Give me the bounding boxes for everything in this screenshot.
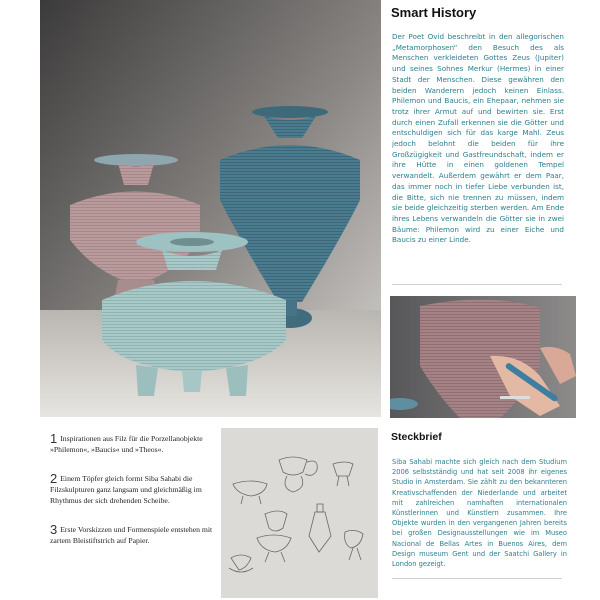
caption-number: 1	[50, 431, 58, 446]
felt-vessels-photo	[40, 0, 381, 417]
smart-history-heading: Smart History	[391, 5, 477, 20]
caption-2	[50, 473, 220, 506]
caption-3	[50, 524, 220, 546]
pencil-sketches-paper	[221, 428, 378, 598]
divider	[392, 284, 562, 285]
caption-text: Erste Vorskizzen und Formenspiele entstehen mit zartem Bleistiftstrich auf Papier.	[50, 525, 213, 545]
caption-number: 3	[50, 522, 58, 537]
spinning-felt-vessel-photo	[390, 296, 576, 418]
caption-text: Inspirationen aus Filz für die Porzellanobjekte »Philemon«, »Baucis« und »Theos«.	[50, 434, 203, 454]
caption-number: 2	[50, 471, 58, 486]
divider	[392, 578, 562, 579]
smart-history-body: Der Poet Ovid beschreibt in den allegorischen „Metamorphosen“ den Besuch des als Menschen verkleideten Gottes Zeus (Jupiter) und seines Sohnes Merkur (Hermes) in einer Stadt der Menschen. Diese gewähren den beiden Wanderern jedoch keinen Einlass. Philemon und Baucis, ein Ehepaar, nehmen sie trotz ihrer Armut auf und bewirten sie. Erst durch einen Zufall erkennen sie die Götter und entschuldigen sich für das karge Mahl. Zeus jedoch belohnt die beiden für ihre Großzügigkeit und Gastfreundschaft, indem er ihre Hütte in einen goldenen Tempel verwandelt. Außerdem gewährt er dem Paar, das immer noch in tiefer Liebe verbunden ist, die Bitte, sich nie trennen zu müssen, indem sie beide gleichzeitig sterben werden. Am Ende ihres Lebens verwandeln die Götter sie in zwei Bäume: Philemon wird zu einer Eiche und Baucis zu einer Linde.	[392, 32, 564, 245]
steckbrief-heading: Steckbrief	[391, 431, 442, 443]
steckbrief-body: Siba Sahabi machte sich gleich nach dem Studium 2006 selbstständig und hat seit 2008 ihr eigenes Studio in Amsterdam. Sie zählt zu den bekannteren Kreativschaffenden der Niederlande und arbeitet mit zahlreichen namhaften internationalen Künstlerinnen und Künstlern zusammen. Ihre Objekte wurden in den vergangenen Jahren bereits bei großen Designausstellungen wie im Museo Nacional de Bellas Artes in Buenos Aires, dem Design museum Gent und der Saatchi Gallery in London gezeigt.	[392, 458, 567, 569]
caption-text: Einem Töpfer gleich formt Siba Sahabi die Filzskulpturen ganz langsam und gleichmäßig im Rhythmus der sich drehenden Scheibe.	[50, 474, 202, 505]
caption-1	[50, 433, 220, 455]
